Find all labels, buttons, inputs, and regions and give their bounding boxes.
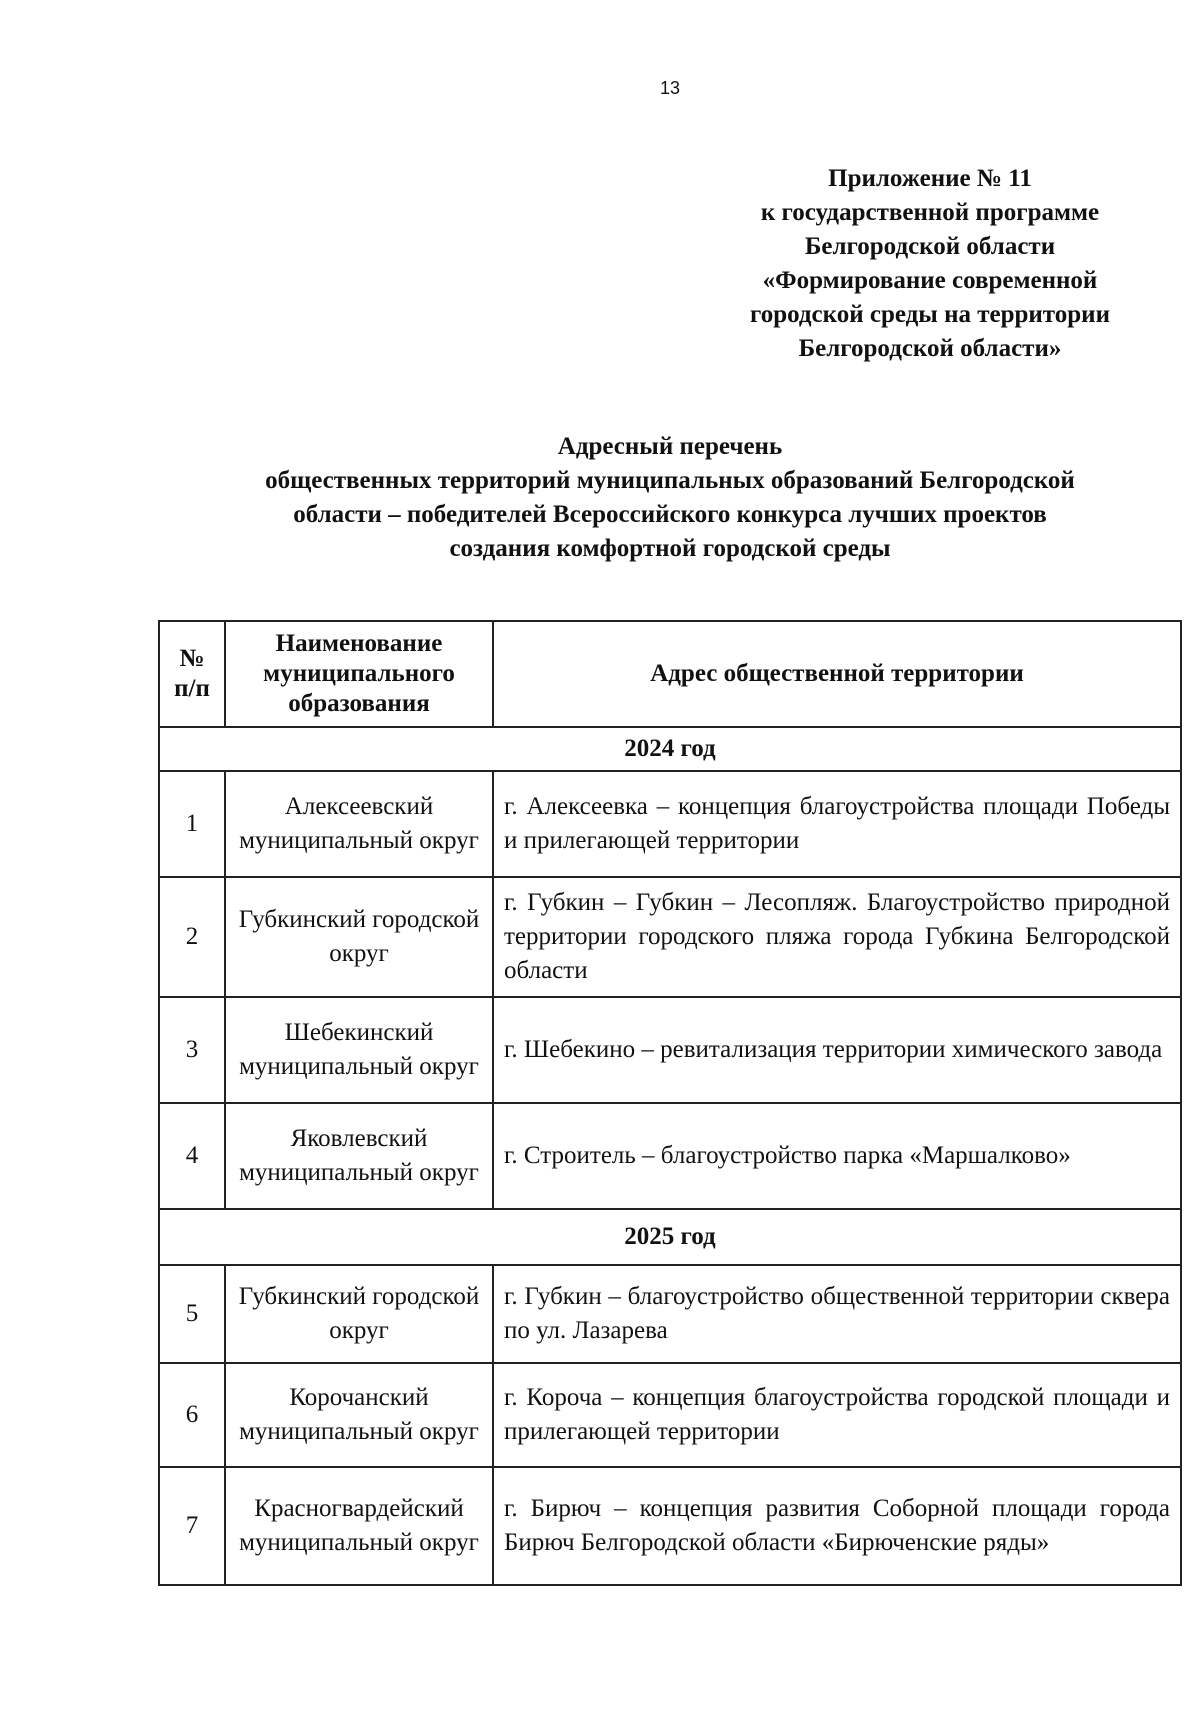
row-municipality: Алексеевский муниципальный округ: [225, 771, 493, 877]
row-municipality: Губкинский городской округ: [225, 877, 493, 997]
row-municipality: Корочанский муниципальный округ: [225, 1363, 493, 1467]
title-line: области – победителей Всероссийского конкурса лучших проектов: [293, 501, 1047, 528]
appendix-line: «Формирование современной: [762, 267, 1098, 294]
row-num: 2: [159, 877, 225, 997]
header-num: № п/п: [159, 621, 225, 727]
table-header-row: [159, 621, 1181, 727]
table-row: [159, 1265, 1181, 1363]
row-municipality: Шебекинский муниципальный округ: [225, 997, 493, 1103]
table-row: [159, 877, 1181, 997]
row-num: 3: [159, 997, 225, 1103]
table-row: [159, 1363, 1181, 1467]
row-num: 1: [159, 771, 225, 877]
table-row: [159, 1103, 1181, 1209]
appendix-heading: [700, 162, 1160, 366]
row-num: 6: [159, 1363, 225, 1467]
table-row: [159, 1467, 1181, 1585]
title-line: общественных территорий муниципальных образований Белгородской: [265, 467, 1075, 494]
row-num: 4: [159, 1103, 225, 1209]
appendix-line: к государственной программе: [760, 199, 1100, 226]
appendix-line: Белгородской области: [804, 233, 1056, 260]
appendix-line: Белгородской области»: [798, 335, 1062, 362]
row-municipality: Губкинский городской округ: [225, 1265, 493, 1363]
title-line: создания комфортной городской среды: [449, 535, 891, 562]
row-municipality: Яковлевский муниципальный округ: [225, 1103, 493, 1209]
year-row-2025: [159, 1209, 1181, 1265]
row-num: 7: [159, 1467, 225, 1585]
year-label: 2025 год: [159, 1209, 1181, 1265]
year-row-2024: [159, 727, 1181, 771]
row-num: 5: [159, 1265, 225, 1363]
row-address: г. Бирюч – концепция развития Соборной площади города Бирюч Белгородской области «Бирюченские ряды»: [493, 1467, 1181, 1585]
header-address: Адрес общественной территории: [493, 621, 1181, 727]
year-label: 2024 год: [159, 727, 1181, 771]
document-title: [150, 430, 1190, 566]
address-list-table: [158, 620, 1182, 1586]
row-address: г. Шебекино – ревитализация территории химического завода: [493, 997, 1181, 1103]
appendix-line: Приложение № 11: [828, 165, 1032, 192]
appendix-line: городской среды на территории: [750, 301, 1110, 328]
title-line: Адресный перечень: [557, 433, 783, 460]
row-address: г. Губкин – благоустройство общественной территории сквера по ул. Лазарева: [493, 1265, 1181, 1363]
table-row: [159, 771, 1181, 877]
row-address: г. Короча – концепция благоустройства городской площади и прилегающей территории: [493, 1363, 1181, 1467]
header-municipality: Наименование муниципального образования: [225, 621, 493, 727]
row-municipality: Красногвардейский муниципальный округ: [225, 1467, 493, 1585]
row-address: г. Губкин – Губкин – Лесопляж. Благоустройство природной территории городского пляжа города Губкина Белгородской области: [493, 877, 1181, 997]
page-number: 13: [659, 78, 681, 98]
table-row: [159, 997, 1181, 1103]
row-address: г. Строитель – благоустройство парка «Маршалково»: [493, 1103, 1181, 1209]
row-address: г. Алексеевка – концепция благоустройства площади Победы и прилегающей территории: [493, 771, 1181, 877]
